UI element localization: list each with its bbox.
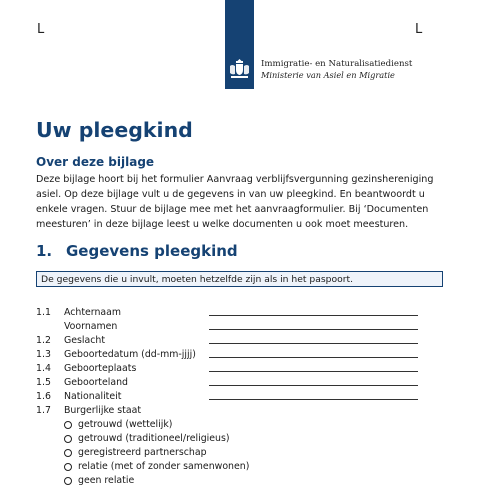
field-number: 1.4 [36,363,51,374]
radio-circle-icon[interactable] [64,449,72,457]
voornamen-input-line[interactable] [209,329,418,330]
option-label: geen relatie [78,475,135,486]
organisation-name [261,59,412,81]
form-fields [36,306,456,488]
field-achternaam [36,306,456,320]
field-label: Geboorteland [64,377,128,388]
government-logo-bar [225,0,254,89]
radio-circle-icon[interactable] [64,435,72,443]
field-label: Geslacht [64,335,106,346]
field-geboorteplaats [36,362,456,376]
field-burgerlijke-staat [36,404,456,418]
field-label: Geboorteplaats [64,363,137,374]
option-label: getrouwd (traditioneel/religieus) [78,433,230,444]
field-label: Achternaam [64,307,122,318]
option-geregistreerd-partnerschap[interactable] [36,446,456,460]
field-number: 1.1 [36,307,51,318]
option-relatie[interactable] [36,460,456,474]
option-getrouwd-wettelijk[interactable] [36,418,456,432]
section-number: 1. [36,242,53,260]
field-number: 1.5 [36,377,51,388]
radio-circle-icon[interactable] [64,477,72,485]
notice-box: De gegevens die u invult, moeten hetzelfde zijn als in het paspoort. [36,271,443,287]
geslacht-input-line[interactable] [209,343,418,344]
field-number: 1.2 [36,335,51,346]
radio-circle-icon[interactable] [64,463,72,471]
section-heading [36,242,238,260]
radio-circle-icon[interactable] [64,421,72,429]
field-label: Nationaliteit [64,391,122,402]
geboortedatum-input-line[interactable] [209,357,418,358]
field-label: Burgerlijke staat [64,405,142,416]
field-voornamen [36,320,456,334]
corner-mark-right: L [415,22,423,37]
section-subtitle: Over deze bijlage [36,155,155,169]
achternaam-input-line[interactable] [209,315,418,316]
field-geslacht [36,334,456,348]
option-geen-relatie[interactable] [36,474,456,488]
option-label: geregistreerd partnerschap [78,447,207,458]
field-nationaliteit [36,390,456,404]
nationaliteit-input-line[interactable] [209,399,418,400]
corner-mark-left: L [37,22,45,37]
intro-text: Deze bijlage hoort bij het formulier Aanvraag verblijfsvergunning gezinshereniging asiel. Op deze bijlage vult u de gegevens in van uw pleegkind. En beantwoordt u enkele vragen. Stuur de bijlage mee met het aanvraagformulier. Bij ‘Documenten meesturen’ in deze bijlage leest u welke documenten u ook moet meesturen. [36,174,434,230]
royal-coat-of-arms-icon [228,58,251,80]
field-label: Geboortedatum (dd-mm-jjjj) [64,349,196,360]
section-title: Gegevens pleegkind [66,242,238,260]
geboorteland-input-line[interactable] [209,385,418,386]
field-number: 1.6 [36,391,51,402]
field-geboortedatum [36,348,456,362]
field-geboorteland [36,376,456,390]
organisation-line-2: Ministerie van Asiel en Migratie [261,70,395,80]
geboorteplaats-input-line[interactable] [209,371,418,372]
option-getrouwd-traditioneel[interactable] [36,432,456,446]
option-label: getrouwd (wettelijk) [78,419,173,430]
field-label: Voornamen [64,321,118,332]
organisation-line-1: Immigratie- en Naturalisatiedienst [261,59,413,69]
page-title: Uw pleegkind [36,118,193,142]
option-label: relatie (met of zonder samenwonen) [78,461,250,472]
field-number: 1.3 [36,349,51,360]
field-number: 1.7 [36,405,51,416]
